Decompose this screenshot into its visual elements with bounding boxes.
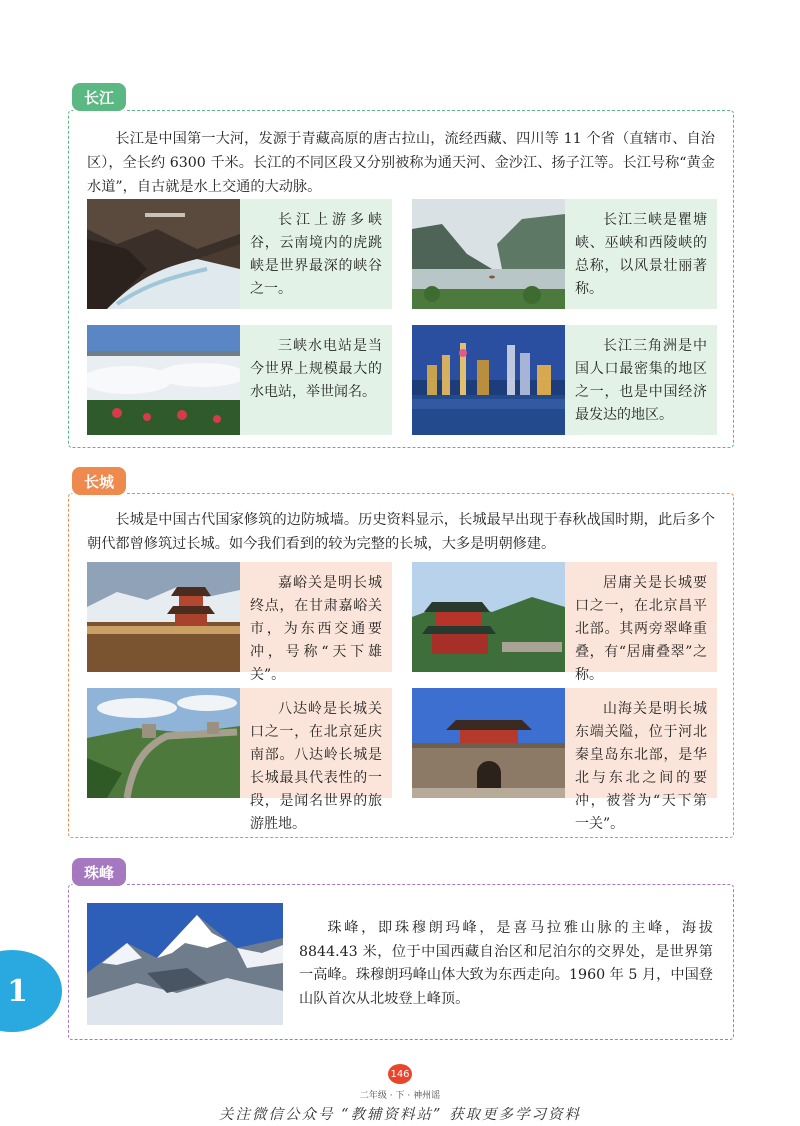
jiayuguan-photo xyxy=(87,562,240,672)
everest-text: 珠峰，即珠穆朗玛峰，是喜马拉雅山脉的主峰，海拔 8844.43 米，位于中国西藏自治区和尼泊尔的交界处，是世界第一高峰。珠穆朗玛峰山体大致为东西走向。1960 年 5 月，中国登山队首次从北坡登上峰顶。 xyxy=(299,920,713,1007)
edition-line: 二年级 · 下 · 神州谣 xyxy=(359,1091,441,1101)
footer-promo: 关注微信公众号 “教辅资料站” 获取更多学习资料 xyxy=(218,1107,582,1123)
great-wall-intro: 长城是中国古代国家修筑的边防城墙。历史资料显示，长城最早出现于春秋战国时期，此后多个朝代都曾修筑过长城。如今我们看到的较为完整的长城，大多是明朝修建。 xyxy=(87,512,715,552)
yangtze-intro: 长江是中国第一大河，发源于青藏高原的唐古拉山，流经西藏、四川等 11 个省（直辖市、自治区），全长约 6300 千米。长江的不同区段又分别被称为通天河、金沙江、扬子江等。长江号称“黄金水道”，自古就是水上交通的大动脉。 xyxy=(87,131,715,195)
card-badaling xyxy=(87,688,392,832)
unit-number-badge: 1 xyxy=(0,950,62,1032)
card-three-gorges-dam xyxy=(87,325,392,435)
section-great-wall xyxy=(68,493,734,838)
card-juyongguan-text: 居庸关是长城要口之一，在北京昌平北部。其两旁翠峰重叠，有“居庸叠翠”之称。 xyxy=(565,562,717,672)
tag-great-wall: 长城 xyxy=(72,467,126,495)
three-gorges-photo xyxy=(412,199,565,309)
card-badaling-text: 八达岭是长城关口之一，在北京延庆南部。八达岭长城是长城最具代表性的一段，是闻名世界的旅游胜地。 xyxy=(240,688,392,798)
card-yangtze-delta-text: 长江三角洲是中国人口最密集的地区之一，也是中国经济最发达的地区。 xyxy=(565,325,717,435)
card-jiayuguan-text: 嘉峪关是明长城终点，在甘肃嘉峪关市，为东西交通要冲，号称“天下雄关”。 xyxy=(240,562,392,672)
section-everest xyxy=(68,884,734,1040)
card-three-gorges-text: 长江三峡是瞿塘峡、巫峡和西陵峡的总称，以风景壮丽著称。 xyxy=(565,199,717,309)
page-number: 146 xyxy=(388,1064,412,1084)
card-tiger-leaping-gorge xyxy=(87,199,392,309)
tag-yangtze: 长江 xyxy=(72,83,126,111)
three-gorges-dam-photo xyxy=(87,325,240,435)
card-shanhaiguan-text: 山海关是明长城东端关隘，位于河北秦皇岛东北部，是华北与东北之间的要冲，被誉为“天下第一关”。 xyxy=(565,688,717,798)
card-shanhaiguan xyxy=(412,688,717,832)
card-yangtze-delta xyxy=(412,325,717,435)
card-jiayuguan xyxy=(87,562,392,683)
shanhaiguan-photo xyxy=(412,688,565,798)
section-yangtze xyxy=(68,110,734,448)
tag-everest: 珠峰 xyxy=(72,858,126,886)
yangtze-delta-photo xyxy=(412,325,565,435)
card-three-gorges xyxy=(412,199,717,309)
everest-photo xyxy=(87,903,283,1025)
badaling-photo xyxy=(87,688,240,798)
card-three-gorges-dam-text: 三峡水电站是当今世界上规模最大的水电站，举世闻名。 xyxy=(240,325,392,435)
juyongguan-photo xyxy=(412,562,565,672)
tiger-leaping-gorge-photo xyxy=(87,199,240,309)
card-juyongguan xyxy=(412,562,717,683)
card-tiger-leaping-gorge-text: 长江上游多峡谷，云南境内的虎跳峡是世界最深的峡谷之一。 xyxy=(240,199,392,309)
